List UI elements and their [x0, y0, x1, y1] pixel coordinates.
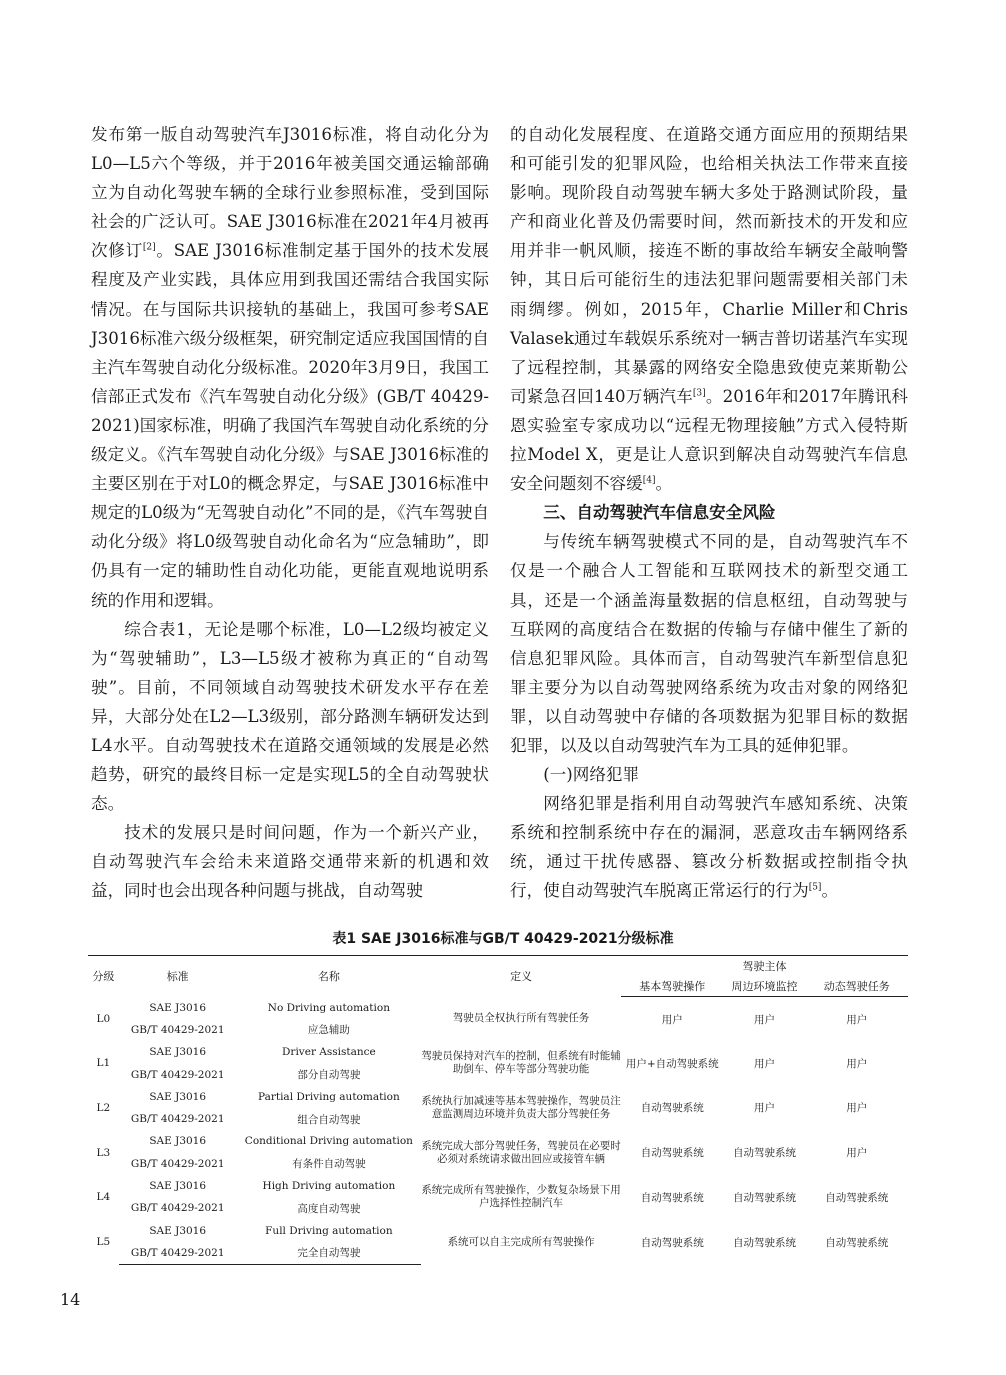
- standard-cell: SAE J3016: [149, 1135, 207, 1148]
- name-cell: 完全自动驾驶: [237, 1242, 422, 1265]
- citation: [5]: [808, 882, 822, 893]
- header-name: 名称: [237, 956, 422, 997]
- name-cell: Conditional Driving automation: [244, 1135, 413, 1148]
- monitoring-cell: 用户: [754, 1057, 775, 1070]
- standards-table: [88, 955, 908, 1265]
- table-row: [88, 997, 908, 1019]
- citation: [3]: [692, 388, 706, 399]
- name-cell: Driver Assistance: [282, 1046, 376, 1059]
- subsection-heading: (一)网络犯罪: [543, 765, 640, 785]
- standard-cell: GB/T 40429-2021: [130, 1068, 225, 1081]
- level-cell: L3: [96, 1146, 111, 1159]
- basic-operation-cell: 自动驾驶系统: [640, 1191, 704, 1204]
- table-row: [88, 1219, 908, 1241]
- body-paragraph: 发布第一版自动驾驶汽车J3016标准，将自动化分为L0—L5六个等级，并于2016年被美国交通运输部确立为自动化驾驶车辆的全球行业参照标准，受到国际社会的广泛认可。SAE J3016标准在2021年4月被再次修订[2]。SAE J3016标准制定基于国外的技术发展程度及产业实践，具体应用到我国还需结合我国实际情况。在与国际共识接轨的基础上，我国可参考SAE J3016标准六级分级框架，研究制定适应我国国情的自主汽车驾驶自动化分级标准。2020年3月9日，我国工信部正式发布《汽车驾驶自动化分级》(GB/T 40429-2021)国家标准，明确了我国汽车驾驶自动化系统的分级定义。《汽车驾驶自动化分级》与SAE J3016标准的主要区别在于对L0的概念界定，与SAE J3016标准中规定的L0级为“无驾驶自动化”不同的是，《汽车驾驶自动化分级》将L0级驾驶自动化命名为“应急辅助”，即仍具有一定的辅助性自动化功能，更能直观地说明系统的作用和逻辑。: [91, 125, 489, 610]
- dynamic-task-cell: 用户: [846, 1147, 868, 1160]
- monitoring-cell: 自动驾驶系统: [733, 1147, 796, 1160]
- header-environment-monitoring: 周边环境监控: [724, 976, 806, 997]
- standard-cell: SAE J3016: [149, 1180, 207, 1193]
- monitoring-cell: 自动驾驶系统: [733, 1191, 796, 1204]
- dynamic-task-cell: 用户: [846, 1102, 868, 1115]
- citation: [4]: [642, 475, 656, 486]
- dynamic-task-cell: 用户: [846, 1013, 868, 1026]
- name-cell: Full Driving automation: [265, 1224, 393, 1237]
- standard-cell: GB/T 40429-2021: [130, 1023, 225, 1036]
- name-cell: Partial Driving automation: [257, 1090, 400, 1103]
- monitoring-cell: 自动驾驶系统: [733, 1236, 796, 1249]
- name-cell: 组合自动驾驶: [297, 1113, 361, 1126]
- standard-cell: GB/T 40429-2021: [130, 1202, 225, 1215]
- name-cell: 应急辅助: [307, 1024, 350, 1037]
- definition-cell: 系统完成所有驾驶操作，少数复杂场景下用户选择性控制汽车: [421, 1184, 621, 1210]
- header-standard: 标准: [119, 956, 237, 997]
- table-row: [88, 1130, 908, 1152]
- level-cell: L5: [96, 1236, 111, 1249]
- name-cell: 部分自动驾驶: [297, 1069, 361, 1082]
- standard-cell: GB/T 40429-2021: [130, 1113, 225, 1126]
- dynamic-task-cell: 自动驾驶系统: [825, 1191, 889, 1204]
- page-number: 14: [60, 1290, 81, 1309]
- standard-cell: SAE J3016: [149, 1001, 207, 1014]
- definition-cell: 驾驶员保持对汽车的控制，但系统有时能辅助倒车、停车等部分驾驶功能: [421, 1050, 621, 1076]
- right-column: [510, 120, 908, 906]
- name-cell: No Driving automation: [267, 1001, 390, 1014]
- standard-cell: SAE J3016: [149, 1224, 207, 1237]
- level-cell: L0: [96, 1012, 111, 1025]
- left-column: [91, 120, 489, 906]
- body-paragraph: 的自动化发展程度、在道路交通方面应用的预期结果和可能引发的犯罪风险，也给相关执法工作带来直接影响。现阶段自动驾驶车辆大多处于路测试阶段，量产和商业化普及仍需要时间，然而新技术的开发和应用并非一帆风顺，接连不断的事故给车辆安全敲响警钟，其日后可能衍生的违法犯罪问题需要相关部门未雨绸缪。例如，2015年，Charlie Miller和Chris Valasek通过车载娱乐系统对一辆吉普切诺基汽车实现了远程控制，其暴露的网络安全隐患致使克莱斯勒公司紧急召回140万辆汽车[3]。2016年和2017年腾讯科恩实验室专家成功以“远程无物理接触”方式入侵特斯拉Model X，更是让人意识到解决自动驾驶汽车信息安全问题刻不容缓[4]。: [510, 125, 908, 494]
- body-paragraph: 综合表1，无论是哪个标准，L0—L2级均被定义为“驾驶辅助”，L3—L5级才被称为真正的“自动驾驶”。目前，不同领域自动驾驶技术研发水平存在差异，大部分处在L2—L3级别，部分路测车辆研发达到L4水平。自动驾驶技术在道路交通领域的发展是必然趋势，研究的最终目标一定是实现L5的全自动驾驶状态。: [91, 619, 489, 814]
- basic-operation-cell: 自动驾驶系统: [640, 1102, 704, 1115]
- section-heading: 三、自动驾驶汽车信息安全风险: [543, 503, 776, 523]
- table-row: [88, 1041, 908, 1063]
- standard-cell: GB/T 40429-2021: [119, 1242, 237, 1265]
- definition-cell: 系统执行加减速等基本驾驶操作，驾驶员注意监测周边环境并负责大部分驾驶任务: [421, 1094, 621, 1120]
- standard-cell: SAE J3016: [149, 1090, 207, 1103]
- header-definition: 定义: [421, 956, 621, 997]
- header-level: 分级: [88, 956, 119, 997]
- level-cell: L1: [96, 1057, 111, 1070]
- header-basic-operation: 基本驾驶操作: [621, 976, 724, 997]
- basic-operation-cell: 自动驾驶系统: [640, 1147, 704, 1160]
- definition-cell: 系统完成大部分驾驶任务，驾驶员在必要时必须对系统请求做出回应或接管车辆: [421, 1139, 621, 1165]
- dynamic-task-cell: 自动驾驶系统: [825, 1236, 889, 1249]
- name-cell: High Driving automation: [262, 1180, 396, 1193]
- body-paragraph: 网络犯罪是指利用自动驾驶汽车感知系统、决策系统和控制系统中存在的漏洞，恶意攻击车辆网络系统，通过干扰传感器、篡改分析数据或控制指令执行，使自动驾驶汽车脱离正常运行的行为[5]。: [510, 794, 908, 901]
- monitoring-cell: 用户: [754, 1013, 775, 1026]
- header-driving-subject: 驾驶主体: [724, 956, 806, 977]
- definition-cell: 驾驶员全权执行所有驾驶任务: [452, 1012, 590, 1025]
- body-paragraph: 技术的发展只是时间问题，作为一个新兴产业，自动驾驶汽车会给未来道路交通带来新的机遇和效益，同时也会出现各种问题与挑战，自动驾驶: [91, 823, 489, 901]
- dynamic-task-cell: 用户: [846, 1057, 868, 1070]
- table-row: [88, 1175, 908, 1197]
- level-cell: L4: [96, 1191, 111, 1204]
- citation: [2]: [142, 242, 156, 253]
- definition-cell: 系统可以自主完成所有驾驶操作: [447, 1235, 595, 1248]
- standard-cell: SAE J3016: [149, 1046, 207, 1059]
- header-dynamic-task: 动态驾驶任务: [806, 976, 909, 997]
- table-row: [88, 1086, 908, 1108]
- basic-operation-cell: 自动驾驶系统: [640, 1236, 704, 1249]
- level-cell: L2: [96, 1101, 111, 1114]
- basic-operation-cell: 用户: [661, 1013, 683, 1026]
- name-cell: 有条件自动驾驶: [292, 1158, 366, 1171]
- monitoring-cell: 用户: [754, 1102, 775, 1115]
- table-caption: 表1 SAE J3016标准与GB/T 40429-2021分级标准: [332, 931, 674, 947]
- standard-cell: GB/T 40429-2021: [130, 1157, 225, 1170]
- body-paragraph: 与传统车辆驾驶模式不同的是，自动驾驶汽车不仅是一个融合人工智能和互联网技术的新型交通工具，还是一个涵盖海量数据的信息枢纽，自动驾驶与互联网的高度结合在数据的传输与存储中催生了新的信息犯罪风险。具体而言，自动驾驶汽车新型信息犯罪主要分为以自动驾驶网络系统为攻击对象的网络犯罪，以自动驾驶中存储的各项数据为犯罪目标的数据犯罪，以及以自动驾驶汽车为工具的延伸犯罪。: [510, 532, 908, 755]
- name-cell: 高度自动驾驶: [297, 1202, 361, 1215]
- basic-operation-cell: 用户+自动驾驶系统: [625, 1057, 719, 1070]
